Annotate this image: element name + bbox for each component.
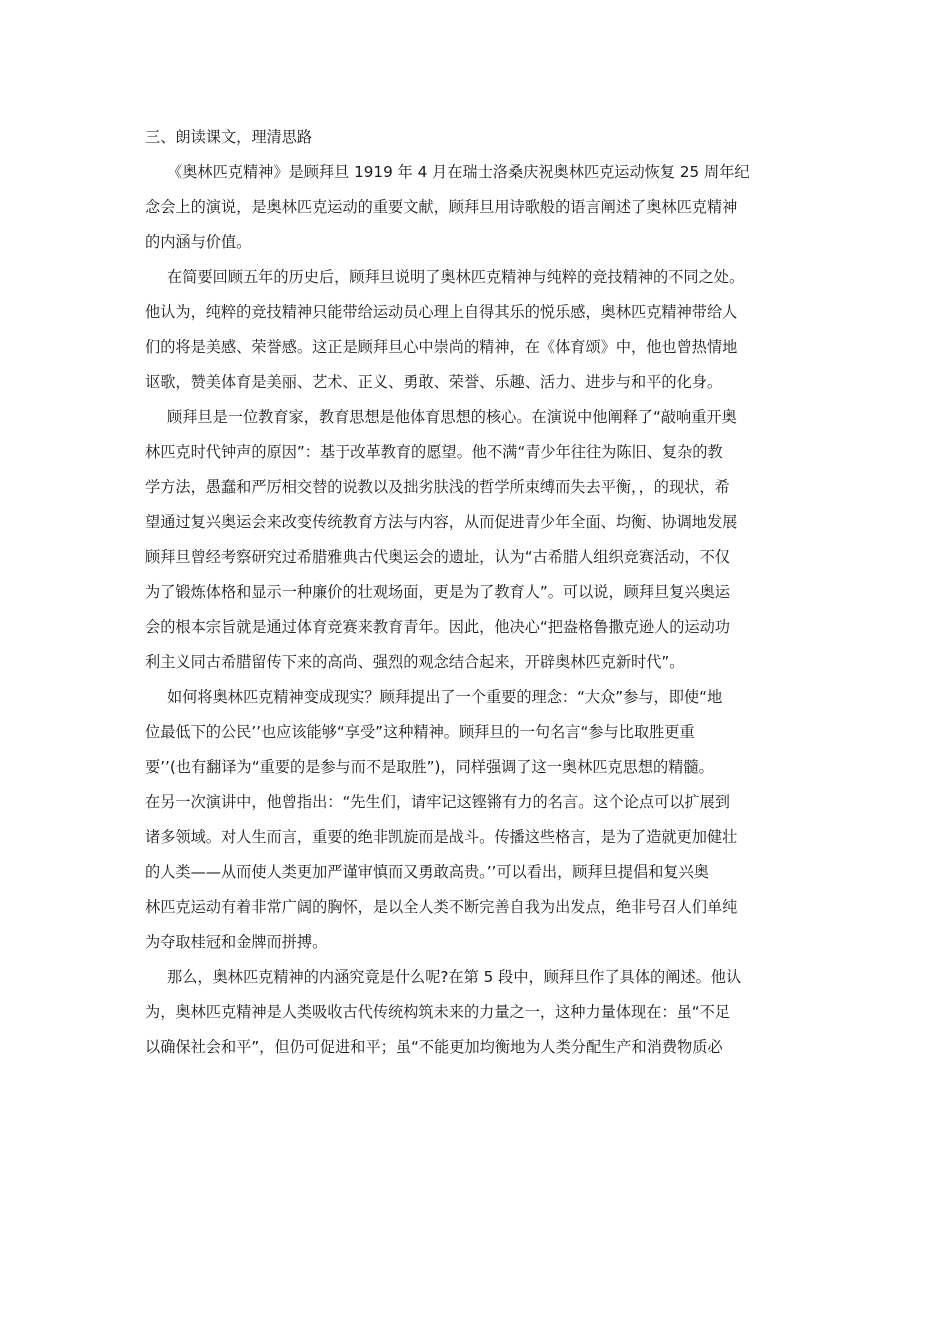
text-line: 要’’(也有翻译为“重要的是参与而不是取胜”)，同样强调了这一奥林匹克思想的精髓。 <box>145 758 714 776</box>
text-line: 林匹克运动有着非常广阔的胸怀，是以全人类不断完善自我为出发点，绝非号召人们单纯 <box>145 898 738 916</box>
section-heading: 三、朗读课文，理清思路 <box>145 128 313 146</box>
text-line: 在另一次演讲中，他曾指出：“先生们，请牢记这铿锵有力的名言。这个论点可以扩展到 <box>145 793 730 811</box>
text-line: 讴歌，赞美体育是美丽、艺术、正义、勇敢、荣誉、乐趣、活力、进步与和平的化身。 <box>145 373 723 391</box>
text-line: 诸多领域。对人生而言，重要的绝非凯旋而是战斗。传播这些格言，是为了造就更加健壮 <box>145 828 738 846</box>
text-line: 为夺取桂冠和金牌而拼搏。 <box>145 933 328 951</box>
text-line: 那么，奥林匹克精神的内涵究竟是什么呢?在第 5 段中，顾拜旦作了具体的阐述。他认 <box>167 968 742 986</box>
text-line: 们的将是美感、荣誉感。这正是顾拜旦心中崇尚的精神，在《体育颂》中，他也曾热情地 <box>145 338 738 356</box>
paragraph <box>145 960 825 1065</box>
text-line: 顾拜旦曾经考察研究过希腊雅典古代奥运会的遗址，认为“古希腊人组织竞赛活动，不仅 <box>145 548 730 566</box>
text-line: 会的根本宗旨就是通过体育竞赛来教育青年。因此，他决心“把盎格鲁撒克逊人的运动功 <box>145 618 730 636</box>
paragraph <box>145 680 825 960</box>
document-body <box>145 120 825 1065</box>
text-line: 望通过复兴奥运会来改变传统教育方法与内容，从而促进青少年全面、均衡、协调地发展 <box>145 513 738 531</box>
text-line: 利主义同古希腊留传下来的高尚、强烈的观念结合起来，开辟奥林匹克新时代”。 <box>145 653 685 671</box>
text-line: 学方法，愚蠢和严厉相交替的说教以及拙劣肤浅的哲学所束缚而失去平衡，，的现状，希 <box>145 478 730 496</box>
text-line: 为，奥林匹克精神是人类吸收古代传统构筑未来的力量之一，这种力量体现在：虽“不足 <box>145 1003 730 1021</box>
text-line: 以确保社会和平”，但仍可促进和平；虽“不能更加均衡地为人类分配生产和消费物质必 <box>145 1038 723 1056</box>
text-line: 林匹克时代钟声的原因”：基于改革教育的愿望。他不满“青少年往往为陈旧、复杂的教 <box>145 443 723 461</box>
paragraph <box>145 400 825 680</box>
paragraph <box>145 260 825 400</box>
text-line: 的内涵与价值。 <box>145 233 252 251</box>
text-line: 如何将奥林匹克精神变成现实？顾拜提出了一个重要的理念：“大众”参与，即使“地 <box>167 688 723 706</box>
paragraph-container <box>145 155 825 1065</box>
text-line: 顾拜旦是一位教育家，教育思想是他体育思想的核心。在演说中他阐释了“敲响重开奥 <box>167 408 737 426</box>
text-line: 在简要回顾五年的历史后，顾拜旦说明了奥林匹克精神与纯粹的竞技精神的不同之处。 <box>167 268 745 286</box>
text-line: 位最低下的公民’’也应该能够“享受”这种精神。顾拜旦的一句名言“参与比取胜更重 <box>145 723 695 741</box>
text-line: 他认为，纯粹的竞技精神只能带给运动员心理上自得其乐的悦乐感，奥林匹克精神带给人 <box>145 303 738 321</box>
paragraph <box>145 155 825 260</box>
text-line: 的人类——从而使人类更加严谨审慎而又勇敢高贵。’’可以看出，顾拜旦提倡和复兴奥 <box>145 863 709 881</box>
text-line: 为了锻炼体格和显示一种廉价的壮观场面，更是为了教育人”。可以说，顾拜旦复兴奥运 <box>145 583 730 601</box>
text-line: 念会上的演说，是奥林匹克运动的重要文献，顾拜旦用诗歌般的语言阐述了奥林匹克精神 <box>145 198 738 216</box>
text-line: 《奥林匹克精神》是顾拜旦 1919 年 4 月在瑞士洛桑庆祝奥林匹克运动恢复 25 周年纪 <box>167 163 750 181</box>
